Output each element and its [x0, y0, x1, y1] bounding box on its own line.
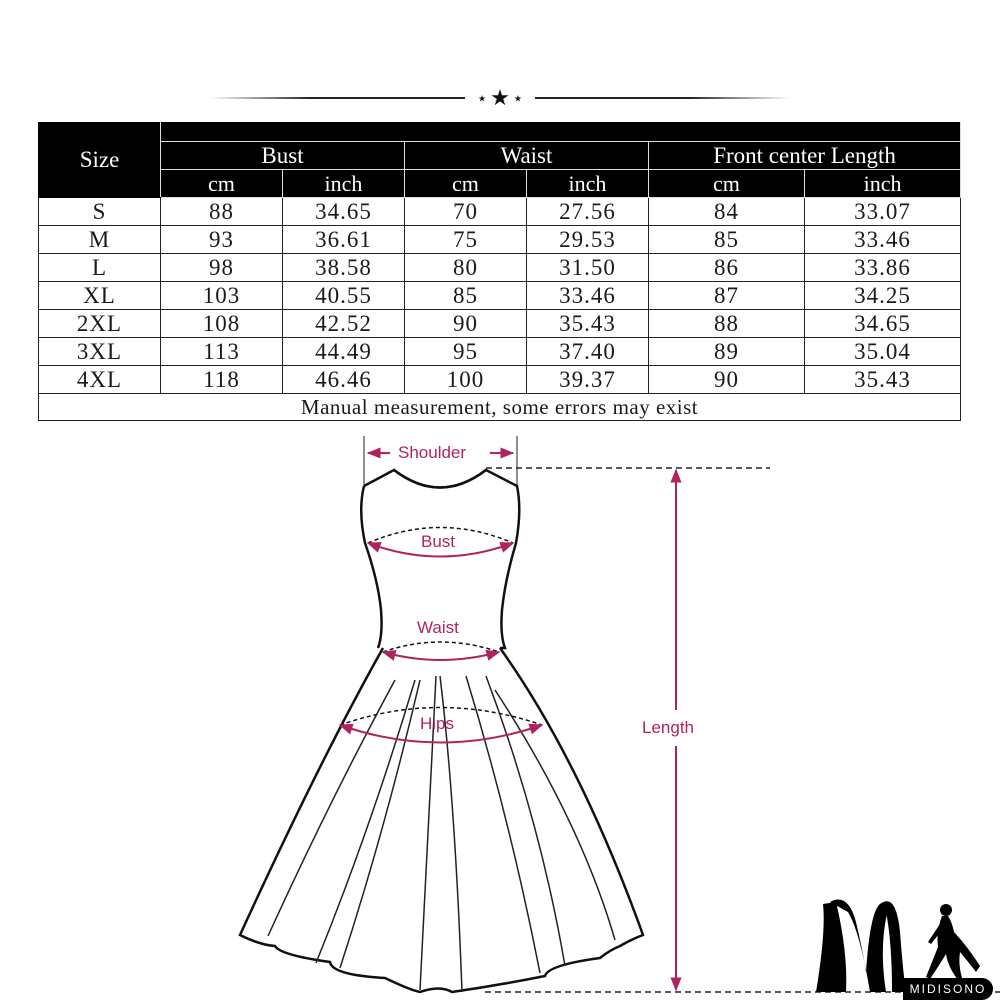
table-row	[39, 254, 961, 282]
waist-cm-cell: 90	[405, 310, 527, 338]
star-divider	[210, 85, 790, 111]
header-band-spacer	[161, 123, 961, 142]
length-inch-cell: 33.86	[805, 254, 961, 282]
group-header-row	[39, 142, 961, 170]
small-star-icon: ★	[513, 93, 522, 104]
divider-line-left	[210, 97, 465, 99]
length-cm-cell: 89	[649, 338, 805, 366]
length-group-header: Front center Length	[649, 142, 961, 170]
length-cm-header: cm	[649, 170, 805, 198]
waist-label: Waist	[417, 618, 459, 637]
waist-inch-cell: 35.43	[527, 310, 649, 338]
size-cell: L	[39, 254, 161, 282]
hips-label: Hips	[420, 714, 455, 733]
waist-inch-cell: 27.56	[527, 198, 649, 226]
length-cm-cell: 85	[649, 226, 805, 254]
size-cell: S	[39, 198, 161, 226]
table-row	[39, 282, 961, 310]
waist-group-header: Waist	[405, 142, 649, 170]
size-chart-table	[38, 122, 961, 421]
unit-header-row	[39, 170, 961, 198]
table-row	[39, 198, 961, 226]
waist-cm-cell: 100	[405, 366, 527, 394]
waist-cm-cell: 95	[405, 338, 527, 366]
shoulder-label: Shoulder	[398, 443, 467, 462]
waist-inch-cell: 31.50	[527, 254, 649, 282]
bust-inch-cell: 40.55	[283, 282, 405, 310]
table-row	[39, 310, 961, 338]
bust-cm-cell: 108	[161, 310, 283, 338]
brand-wordmark: MIDISONO	[903, 978, 993, 1000]
waist-cm-cell: 70	[405, 198, 527, 226]
length-cm-cell: 86	[649, 254, 805, 282]
length-inch-header: inch	[805, 170, 961, 198]
bust-inch-cell: 46.46	[283, 366, 405, 394]
length-inch-cell: 33.07	[805, 198, 961, 226]
length-cm-cell: 90	[649, 366, 805, 394]
midisono-monogram-icon	[808, 892, 998, 992]
length-label: Length	[642, 718, 694, 737]
bust-inch-header: inch	[283, 170, 405, 198]
length-inch-cell: 35.04	[805, 338, 961, 366]
table-row	[39, 226, 961, 254]
bust-cm-cell: 103	[161, 282, 283, 310]
bust-cm-cell: 118	[161, 366, 283, 394]
bust-group-header: Bust	[161, 142, 405, 170]
bust-cm-cell: 93	[161, 226, 283, 254]
bust-inch-cell: 44.49	[283, 338, 405, 366]
waist-inch-cell: 29.53	[527, 226, 649, 254]
bust-inch-cell: 34.65	[283, 198, 405, 226]
size-cell: M	[39, 226, 161, 254]
length-inch-cell: 34.65	[805, 310, 961, 338]
bust-inch-cell: 42.52	[283, 310, 405, 338]
big-star-icon: ★	[490, 85, 510, 111]
bust-cm-header: cm	[161, 170, 283, 198]
length-cm-cell: 88	[649, 310, 805, 338]
bust-label: Bust	[421, 532, 456, 551]
bust-cm-cell: 98	[161, 254, 283, 282]
waist-inch-cell: 37.40	[527, 338, 649, 366]
waist-cm-header: cm	[405, 170, 527, 198]
length-inch-cell: 35.43	[805, 366, 961, 394]
size-cell: 2XL	[39, 310, 161, 338]
size-cell: 3XL	[39, 338, 161, 366]
bust-inch-cell: 38.58	[283, 254, 405, 282]
waist-cm-cell: 80	[405, 254, 527, 282]
divider-line-right	[535, 97, 790, 99]
waist-cm-cell: 75	[405, 226, 527, 254]
table-row	[39, 338, 961, 366]
table-row	[39, 366, 961, 394]
size-cell: 4XL	[39, 366, 161, 394]
measurement-note: Manual measurement, some errors may exist	[39, 394, 961, 421]
waist-inch-cell: 33.46	[527, 282, 649, 310]
size-column-header: Size	[39, 123, 161, 198]
size-cell: XL	[39, 282, 161, 310]
length-cm-cell: 84	[649, 198, 805, 226]
bust-cm-cell: 113	[161, 338, 283, 366]
length-cm-cell: 87	[649, 282, 805, 310]
bust-cm-cell: 88	[161, 198, 283, 226]
header-band	[39, 123, 961, 142]
star-divider-icon	[470, 85, 530, 111]
brand-logo	[808, 892, 998, 996]
note-row	[39, 394, 961, 421]
length-inch-cell: 34.25	[805, 282, 961, 310]
waist-inch-cell: 39.37	[527, 366, 649, 394]
waist-inch-header: inch	[527, 170, 649, 198]
length-inch-cell: 33.46	[805, 226, 961, 254]
waist-cm-cell: 85	[405, 282, 527, 310]
bust-inch-cell: 36.61	[283, 226, 405, 254]
small-star-icon: ★	[478, 93, 487, 104]
